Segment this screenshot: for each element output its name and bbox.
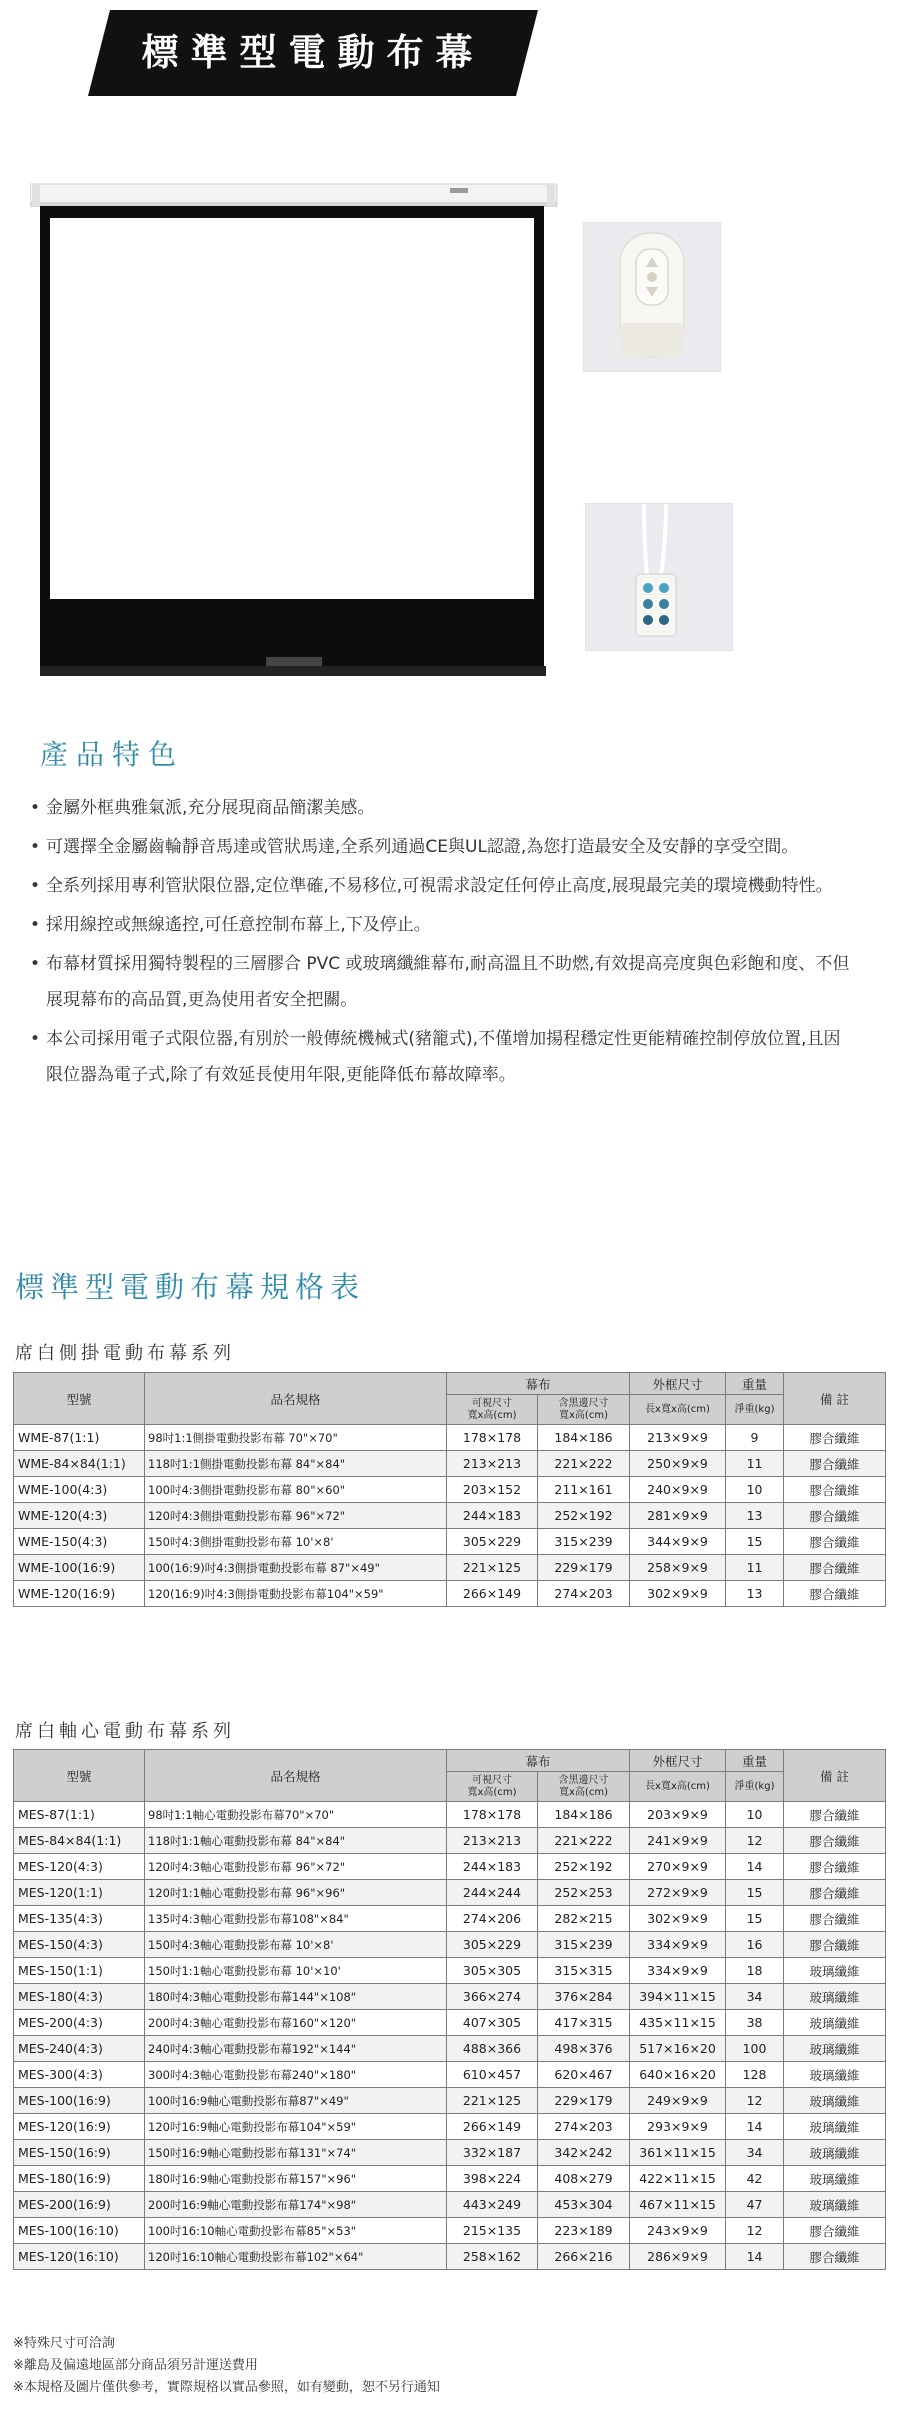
- cell-name: 120吋4:3側掛電動投影布幕 96"×72": [145, 1503, 447, 1529]
- spec-table-side: [13, 1372, 886, 1607]
- cell-visible: 258×162: [447, 2244, 538, 2270]
- cell-total: 315×239: [538, 1932, 630, 1958]
- series-title-axial: 席白軸心電動布幕系列: [15, 1721, 235, 1742]
- cell-weight: 11: [726, 1451, 784, 1477]
- header-screen: 幕布: [447, 1750, 630, 1772]
- cell-frame: 270×9×9: [630, 1854, 726, 1880]
- cell-note: 膠合纖維: [784, 1828, 886, 1854]
- cell-frame: 640×16×20: [630, 2062, 726, 2088]
- table-row: [14, 1984, 886, 2010]
- cell-model: WME-84×84(1:1): [14, 1451, 145, 1477]
- cell-frame: 334×9×9: [630, 1932, 726, 1958]
- header-weight: 重量: [726, 1750, 784, 1772]
- header-total-l1: 含黑邊尺寸: [558, 1774, 609, 1786]
- wired-controller-image: [585, 503, 733, 651]
- cell-model: MES-135(4:3): [14, 1906, 145, 1932]
- cell-name: 150吋1:1軸心電動投影布幕 10'×10': [145, 1958, 447, 1984]
- cell-total: 315×239: [538, 1529, 630, 1555]
- notes: [13, 2333, 440, 2399]
- cell-visible: 398×224: [447, 2166, 538, 2192]
- header-frame: 外框尺寸: [630, 1373, 726, 1395]
- cell-visible: 213×213: [447, 1828, 538, 1854]
- cell-name: 118吋1:1軸心電動投影布幕 84"×84": [145, 1828, 447, 1854]
- cell-weight: 12: [726, 2218, 784, 2244]
- cell-visible: 305×305: [447, 1958, 538, 1984]
- series-title-side: 席白側掛電動布幕系列: [15, 1343, 235, 1364]
- cell-weight: 13: [726, 1503, 784, 1529]
- cell-visible: 488×366: [447, 2036, 538, 2062]
- feature-item: • 採用線控或無線遙控,可任意控制布幕上,下及停止。: [30, 907, 850, 943]
- cell-weight: 42: [726, 2166, 784, 2192]
- cell-model: MES-120(1:1): [14, 1880, 145, 1906]
- cell-model: MES-150(1:1): [14, 1958, 145, 1984]
- header-visible-l1: 可視尺寸: [472, 1397, 512, 1409]
- cell-weight: 34: [726, 1984, 784, 2010]
- features-title: 產品特色: [40, 738, 185, 771]
- table-row: [14, 1555, 886, 1581]
- cell-name: 100吋4:3側掛電動投影布幕 80"×60": [145, 1477, 447, 1503]
- cell-note: 玻璃纖維: [784, 2114, 886, 2140]
- header-note: 備 註: [784, 1750, 886, 1802]
- cell-visible: 610×457: [447, 2062, 538, 2088]
- cell-name: 100吋16:9軸心電動投影布幕87"×49": [145, 2088, 447, 2114]
- cell-visible: 274×206: [447, 1906, 538, 1932]
- table-row: [14, 2244, 886, 2270]
- cell-note: 膠合纖維: [784, 1529, 886, 1555]
- cell-total: 266×216: [538, 2244, 630, 2270]
- cell-note: 玻璃纖維: [784, 2062, 886, 2088]
- cell-weight: 128: [726, 2062, 784, 2088]
- cell-note: 膠合纖維: [784, 1880, 886, 1906]
- cell-model: MES-200(16:9): [14, 2192, 145, 2218]
- cell-visible: 244×244: [447, 1880, 538, 1906]
- cell-note: 玻璃纖維: [784, 2088, 886, 2114]
- cell-name: 180吋4:3軸心電動投影布幕144"×108": [145, 1984, 447, 2010]
- cell-visible: 305×229: [447, 1529, 538, 1555]
- cell-visible: 407×305: [447, 2010, 538, 2036]
- cell-name: 135吋4:3軸心電動投影布幕108"×84": [145, 1906, 447, 1932]
- table-row: [14, 2010, 886, 2036]
- remote-control-image: [583, 222, 721, 372]
- cell-model: WME-100(16:9): [14, 1555, 145, 1581]
- header-visible-l2: 寬x高(cm): [467, 1786, 517, 1798]
- feature-item: • 布幕材質採用獨特製程的三層膠合 PVC 或玻璃纖維幕布,耐高溫且不助燃,有效提高亮度與色彩飽和度、不但展現幕布的高品質,更為使用者安全把關。: [30, 946, 850, 1018]
- header-note: 備 註: [784, 1373, 886, 1425]
- cell-visible: 266×149: [447, 1581, 538, 1607]
- cell-visible: 213×213: [447, 1451, 538, 1477]
- header-total-l1: 含黑邊尺寸: [558, 1397, 609, 1409]
- cell-note: 膠合纖維: [784, 1802, 886, 1828]
- cell-name: 118吋1:1側掛電動投影布幕 84"×84": [145, 1451, 447, 1477]
- cell-frame: 422×11×15: [630, 2166, 726, 2192]
- cell-model: MES-180(4:3): [14, 1984, 145, 2010]
- cell-frame: 250×9×9: [630, 1451, 726, 1477]
- cell-total: 408×279: [538, 2166, 630, 2192]
- cell-note: 玻璃纖維: [784, 2036, 886, 2062]
- cell-model: MES-240(4:3): [14, 2036, 145, 2062]
- cell-frame: 394×11×15: [630, 1984, 726, 2010]
- cell-total: 620×467: [538, 2062, 630, 2088]
- cell-visible: 443×249: [447, 2192, 538, 2218]
- cell-name: 240吋4:3軸心電動投影布幕192"×144": [145, 2036, 447, 2062]
- cell-note: 玻璃纖維: [784, 2010, 886, 2036]
- cell-weight: 18: [726, 1958, 784, 1984]
- cell-frame: 241×9×9: [630, 1828, 726, 1854]
- cell-total: 229×179: [538, 2088, 630, 2114]
- feature-item: • 全系列採用專利管狀限位器,定位準確,不易移位,可視需求設定任何停止高度,展現最完美的環境機動特性。: [30, 868, 850, 904]
- spec-table-axial: [13, 1749, 886, 2270]
- cell-visible: 266×149: [447, 2114, 538, 2140]
- cell-frame: 249×9×9: [630, 2088, 726, 2114]
- cell-frame: 203×9×9: [630, 1802, 726, 1828]
- cell-frame: 243×9×9: [630, 2218, 726, 2244]
- cell-weight: 100: [726, 2036, 784, 2062]
- cell-weight: 15: [726, 1906, 784, 1932]
- cell-total: 453×304: [538, 2192, 630, 2218]
- cell-model: WME-120(16:9): [14, 1581, 145, 1607]
- feature-item: • 金屬外框典雅氣派,充分展現商品簡潔美感。: [30, 790, 850, 826]
- table-row: [14, 1503, 886, 1529]
- cell-total: 417×315: [538, 2010, 630, 2036]
- header-visible-l2: 寬x高(cm): [467, 1409, 517, 1421]
- cell-name: 180吋16:9軸心電動投影布幕157"×96": [145, 2166, 447, 2192]
- cell-frame: 302×9×9: [630, 1906, 726, 1932]
- features-list: [30, 790, 850, 1096]
- cell-total: 211×161: [538, 1477, 630, 1503]
- cell-note: 膠合纖維: [784, 1854, 886, 1880]
- cell-name: 98吋1:1軸心電動投影布幕70"×70": [145, 1802, 447, 1828]
- feature-item: • 可選擇全金屬齒輪靜音馬達或管狀馬達,全系列通過CE與UL認證,為您打造最安全及安靜的享受空間。: [30, 829, 850, 865]
- header-total-l2: 寬x高(cm): [559, 1786, 608, 1798]
- cell-note: 玻璃纖維: [784, 1958, 886, 1984]
- cell-note: 膠合纖維: [784, 1451, 886, 1477]
- cell-total: 252×192: [538, 1854, 630, 1880]
- banner-shape: [88, 10, 538, 96]
- header-screen: 幕布: [447, 1373, 630, 1395]
- cell-model: MES-150(4:3): [14, 1932, 145, 1958]
- cell-note: 膠合纖維: [784, 1425, 886, 1451]
- header-model: 型號: [14, 1750, 145, 1802]
- cell-name: 100吋16:10軸心電動投影布幕85"×53": [145, 2218, 447, 2244]
- note-line: ※特殊尺寸可洽詢: [13, 2336, 115, 2351]
- cell-note: 玻璃纖維: [784, 2192, 886, 2218]
- cell-name: 98吋1:1側掛電動投影布幕 70"×70": [145, 1425, 447, 1451]
- cell-frame: 272×9×9: [630, 1880, 726, 1906]
- note-line: ※本規格及圖片僅供參考，實際規格以實品參照，如有變動，恕不另行通知: [13, 2380, 440, 2395]
- table-row: [14, 1529, 886, 1555]
- header-visible: [447, 1772, 538, 1802]
- cell-frame: 334×9×9: [630, 1958, 726, 1984]
- cell-total: 184×186: [538, 1802, 630, 1828]
- cell-total: 229×179: [538, 1555, 630, 1581]
- table-row: [14, 1477, 886, 1503]
- cell-weight: 14: [726, 1854, 784, 1880]
- table-row: [14, 2036, 886, 2062]
- cell-total: 184×186: [538, 1425, 630, 1451]
- table-row: [14, 1425, 886, 1451]
- wired-controller-icon: [586, 504, 734, 652]
- cell-frame: 281×9×9: [630, 1503, 726, 1529]
- header-weight-sub: 淨重(kg): [726, 1772, 784, 1802]
- header-name: 品名規格: [145, 1373, 447, 1425]
- table-row: [14, 2140, 886, 2166]
- remote-control-icon: [584, 223, 722, 373]
- cell-model: WME-100(4:3): [14, 1477, 145, 1503]
- cell-total: 252×253: [538, 1880, 630, 1906]
- cell-weight: 47: [726, 2192, 784, 2218]
- cell-model: WME-150(4:3): [14, 1529, 145, 1555]
- cell-weight: 12: [726, 1828, 784, 1854]
- cell-name: 150吋16:9軸心電動投影布幕131"×74": [145, 2140, 447, 2166]
- cell-frame: 302×9×9: [630, 1581, 726, 1607]
- cell-visible: 203×152: [447, 1477, 538, 1503]
- cell-weight: 16: [726, 1932, 784, 1958]
- cell-weight: 34: [726, 2140, 784, 2166]
- banner-title: 標準型電動布幕: [141, 31, 485, 74]
- cell-model: MES-100(16:10): [14, 2218, 145, 2244]
- table-row: [14, 1854, 886, 1880]
- header-weight: 重量: [726, 1373, 784, 1395]
- cell-frame: 435×11×15: [630, 2010, 726, 2036]
- table-row: [14, 1880, 886, 1906]
- cell-note: 膠合纖維: [784, 1477, 886, 1503]
- cell-frame: 240×9×9: [630, 1477, 726, 1503]
- cell-model: MES-120(16:9): [14, 2114, 145, 2140]
- cell-total: 221×222: [538, 1451, 630, 1477]
- cell-frame: 467×11×15: [630, 2192, 726, 2218]
- cell-frame: 517×16×20: [630, 2036, 726, 2062]
- table-row: [14, 2218, 886, 2244]
- cell-total: 498×376: [538, 2036, 630, 2062]
- cell-note: 膠合纖維: [784, 1932, 886, 1958]
- cell-model: MES-150(16:9): [14, 2140, 145, 2166]
- cell-visible: 244×183: [447, 1854, 538, 1880]
- cell-weight: 13: [726, 1581, 784, 1607]
- cell-total: 376×284: [538, 1984, 630, 2010]
- projector-screen-image: [30, 170, 560, 690]
- header-name: 品名規格: [145, 1750, 447, 1802]
- cell-weight: 9: [726, 1425, 784, 1451]
- cell-note: 玻璃纖維: [784, 2166, 886, 2192]
- cell-name: 120(16:9)吋4:3側掛電動投影布幕104"×59": [145, 1581, 447, 1607]
- cell-name: 150吋4:3軸心電動投影布幕 10'×8': [145, 1932, 447, 1958]
- header-total-l2: 寬x高(cm): [559, 1409, 608, 1421]
- cell-visible: 305×229: [447, 1932, 538, 1958]
- cell-name: 120吋16:9軸心電動投影布幕104"×59": [145, 2114, 447, 2140]
- cell-name: 150吋4:3側掛電動投影布幕 10'×8': [145, 1529, 447, 1555]
- header-total: [538, 1772, 630, 1802]
- cell-model: MES-180(16:9): [14, 2166, 145, 2192]
- cell-visible: 244×183: [447, 1503, 538, 1529]
- cell-visible: 215×135: [447, 2218, 538, 2244]
- cell-frame: 293×9×9: [630, 2114, 726, 2140]
- table-row: [14, 2166, 886, 2192]
- cell-name: 100(16:9)吋4:3側掛電動投影布幕 87"×49": [145, 1555, 447, 1581]
- table-row: [14, 1451, 886, 1477]
- table-row: [14, 1828, 886, 1854]
- spec-title: 標準型電動布幕規格表: [15, 1270, 366, 1304]
- cell-note: 膠合纖維: [784, 1503, 886, 1529]
- cell-model: MES-87(1:1): [14, 1802, 145, 1828]
- header-weight-sub: 淨重(kg): [726, 1395, 784, 1425]
- spec-table-body: [14, 1802, 886, 2270]
- cell-total: 274×203: [538, 2114, 630, 2140]
- cell-total: 315×315: [538, 1958, 630, 1984]
- cell-name: 120吋16:10軸心電動投影布幕102"×64": [145, 2244, 447, 2270]
- cell-total: 342×242: [538, 2140, 630, 2166]
- feature-item: • 本公司採用電子式限位器,有別於一般傳統機械式(豬籠式),不僅增加揚程穩定性更能精確控制停放位置,且因限位器為電子式,除了有效延長使用年限,更能降低布幕故障率。: [30, 1021, 850, 1093]
- cell-visible: 221×125: [447, 2088, 538, 2114]
- cell-weight: 15: [726, 1880, 784, 1906]
- cell-name: 300吋4:3軸心電動投影布幕240"×180": [145, 2062, 447, 2088]
- cell-total: 221×222: [538, 1828, 630, 1854]
- cell-weight: 10: [726, 1802, 784, 1828]
- table-row: [14, 1932, 886, 1958]
- table-row: [14, 2062, 886, 2088]
- cell-visible: 366×274: [447, 1984, 538, 2010]
- cell-model: MES-84×84(1:1): [14, 1828, 145, 1854]
- cell-note: 膠合纖維: [784, 2244, 886, 2270]
- cell-total: 282×215: [538, 1906, 630, 1932]
- table-row: [14, 2114, 886, 2140]
- cell-visible: 221×125: [447, 1555, 538, 1581]
- banner: [0, 0, 900, 105]
- table-row: [14, 2088, 886, 2114]
- cell-model: MES-100(16:9): [14, 2088, 145, 2114]
- cell-model: MES-120(16:10): [14, 2244, 145, 2270]
- table-row: [14, 1958, 886, 1984]
- cell-frame: 344×9×9: [630, 1529, 726, 1555]
- cell-note: 膠合纖維: [784, 1581, 886, 1607]
- cell-total: 252×192: [538, 1503, 630, 1529]
- cell-weight: 14: [726, 2114, 784, 2140]
- cell-note: 玻璃纖維: [784, 2140, 886, 2166]
- cell-note: 膠合纖維: [784, 2218, 886, 2244]
- cell-model: MES-120(4:3): [14, 1854, 145, 1880]
- cell-name: 200吋16:9軸心電動投影布幕174"×98": [145, 2192, 447, 2218]
- table-row: [14, 2192, 886, 2218]
- cell-visible: 178×178: [447, 1425, 538, 1451]
- cell-total: 274×203: [538, 1581, 630, 1607]
- cell-weight: 14: [726, 2244, 784, 2270]
- header-model: 型號: [14, 1373, 145, 1425]
- cell-total: 223×189: [538, 2218, 630, 2244]
- cell-name: 120吋1:1軸心電動投影布幕 96"×96": [145, 1880, 447, 1906]
- cell-weight: 38: [726, 2010, 784, 2036]
- cell-model: WME-120(4:3): [14, 1503, 145, 1529]
- cell-name: 200吋4:3軸心電動投影布幕160"×120": [145, 2010, 447, 2036]
- cell-weight: 12: [726, 2088, 784, 2114]
- cell-frame: 258×9×9: [630, 1555, 726, 1581]
- spec-table-body: [14, 1425, 886, 1607]
- cell-frame: 286×9×9: [630, 2244, 726, 2270]
- table-row: [14, 1906, 886, 1932]
- table-row: [14, 1802, 886, 1828]
- cell-weight: 11: [726, 1555, 784, 1581]
- header-frame-sub: 長x寬x高(cm): [630, 1395, 726, 1425]
- header-visible: [447, 1395, 538, 1425]
- cell-frame: 361×11×15: [630, 2140, 726, 2166]
- table-row: [14, 1581, 886, 1607]
- cell-note: 膠合纖維: [784, 1906, 886, 1932]
- cell-model: WME-87(1:1): [14, 1425, 145, 1451]
- cell-weight: 10: [726, 1477, 784, 1503]
- cell-weight: 15: [726, 1529, 784, 1555]
- header-total: [538, 1395, 630, 1425]
- cell-model: MES-300(4:3): [14, 2062, 145, 2088]
- cell-note: 膠合纖維: [784, 1555, 886, 1581]
- cell-frame: 213×9×9: [630, 1425, 726, 1451]
- cell-name: 120吋4:3軸心電動投影布幕 96"×72": [145, 1854, 447, 1880]
- header-frame: 外框尺寸: [630, 1750, 726, 1772]
- note-line: ※離島及偏遠地區部分商品須另計運送費用: [13, 2358, 258, 2373]
- cell-model: MES-200(4:3): [14, 2010, 145, 2036]
- cell-note: 玻璃纖維: [784, 1984, 886, 2010]
- header-frame-sub: 長x寬x高(cm): [630, 1772, 726, 1802]
- header-visible-l1: 可視尺寸: [472, 1774, 512, 1786]
- cell-visible: 178×178: [447, 1802, 538, 1828]
- cell-visible: 332×187: [447, 2140, 538, 2166]
